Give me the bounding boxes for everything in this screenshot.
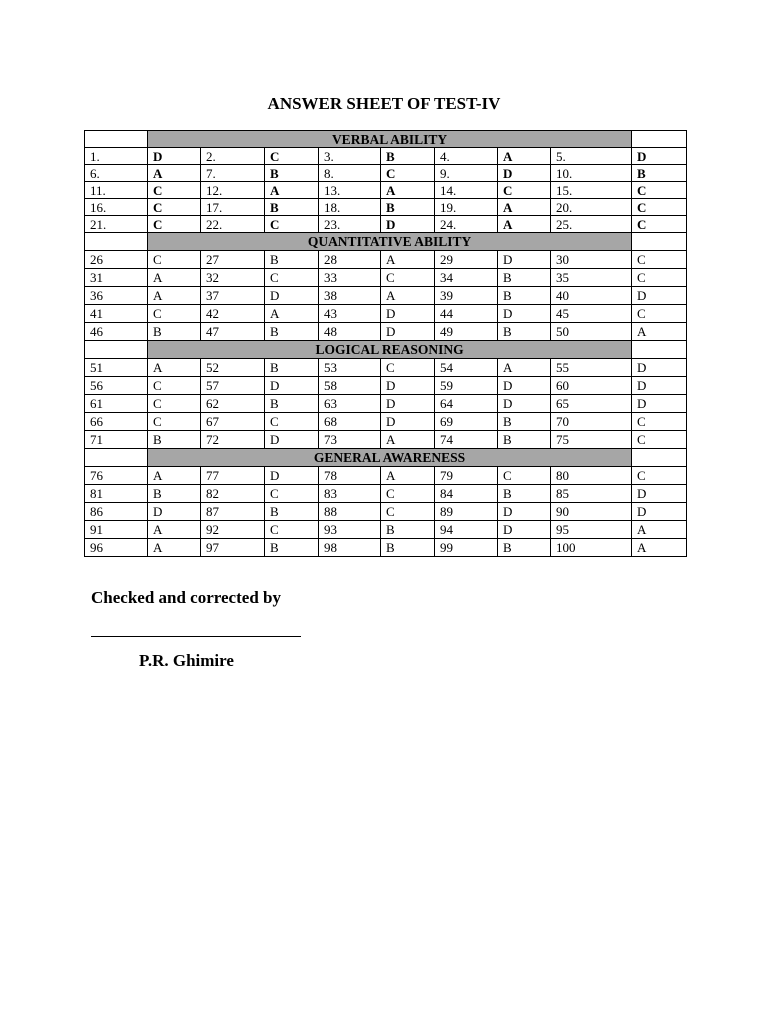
- question-number: 16.: [85, 199, 148, 216]
- table-row: [85, 269, 687, 287]
- section-title: LOGICAL REASONING: [148, 341, 632, 359]
- answer-letter: D: [498, 165, 551, 182]
- question-number: 5.: [551, 148, 632, 165]
- answer-letter: A: [148, 467, 201, 485]
- answer-letter: A: [381, 431, 435, 449]
- answer-letter: C: [265, 521, 319, 539]
- answer-letter: A: [498, 199, 551, 216]
- question-number: 43: [319, 305, 381, 323]
- answer-letter: C: [632, 251, 687, 269]
- question-number: 82: [201, 485, 265, 503]
- answer-letter: C: [381, 485, 435, 503]
- table-row: [85, 199, 687, 216]
- question-number: 79: [435, 467, 498, 485]
- question-number: 13.: [319, 182, 381, 199]
- answer-letter: C: [632, 413, 687, 431]
- question-number: 49: [435, 323, 498, 341]
- question-number: 72: [201, 431, 265, 449]
- question-number: 9.: [435, 165, 498, 182]
- question-number: 61: [85, 395, 148, 413]
- question-number: 68: [319, 413, 381, 431]
- question-number: 73: [319, 431, 381, 449]
- answer-letter: D: [632, 148, 687, 165]
- answer-letter: B: [265, 503, 319, 521]
- question-number: 47: [201, 323, 265, 341]
- question-number: 50: [551, 323, 632, 341]
- answer-letter: C: [381, 503, 435, 521]
- signature-name: P.R. Ghimire: [139, 651, 234, 670]
- answer-letter: C: [265, 148, 319, 165]
- header-blank-cell: [85, 233, 148, 251]
- answer-letter: D: [381, 377, 435, 395]
- question-number: 35: [551, 269, 632, 287]
- question-number: 31: [85, 269, 148, 287]
- answer-letter: C: [148, 395, 201, 413]
- question-number: 40: [551, 287, 632, 305]
- question-number: 2.: [201, 148, 265, 165]
- question-number: 80: [551, 467, 632, 485]
- table-row: [85, 182, 687, 199]
- answer-letter: B: [381, 199, 435, 216]
- question-number: 69: [435, 413, 498, 431]
- question-number: 92: [201, 521, 265, 539]
- section-title: VERBAL ABILITY: [148, 131, 632, 148]
- answer-letter: B: [381, 148, 435, 165]
- answer-letter: A: [632, 521, 687, 539]
- question-number: 67: [201, 413, 265, 431]
- answer-letter: D: [498, 251, 551, 269]
- table-row: [85, 305, 687, 323]
- answer-letter: C: [381, 269, 435, 287]
- question-number: 84: [435, 485, 498, 503]
- question-number: 26: [85, 251, 148, 269]
- answer-letter: C: [632, 431, 687, 449]
- question-number: 57: [201, 377, 265, 395]
- answer-letter: D: [381, 305, 435, 323]
- question-number: 96: [85, 539, 148, 557]
- question-number: 32: [201, 269, 265, 287]
- table-row: [85, 521, 687, 539]
- question-number: 100: [551, 539, 632, 557]
- answer-letter: D: [381, 216, 435, 233]
- question-number: 66: [85, 413, 148, 431]
- question-number: 14.: [435, 182, 498, 199]
- question-number: 63: [319, 395, 381, 413]
- answer-letter: D: [381, 323, 435, 341]
- answer-letter: D: [265, 467, 319, 485]
- answer-letter: D: [632, 485, 687, 503]
- table-row: [85, 216, 687, 233]
- question-number: 7.: [201, 165, 265, 182]
- answer-letter: B: [265, 395, 319, 413]
- answer-letter: B: [148, 431, 201, 449]
- question-number: 78: [319, 467, 381, 485]
- answer-letter: A: [498, 359, 551, 377]
- section-header-row: [85, 449, 687, 467]
- question-number: 76: [85, 467, 148, 485]
- answer-letter: C: [148, 377, 201, 395]
- table-row: [85, 323, 687, 341]
- answer-letter: B: [381, 521, 435, 539]
- answer-letter: D: [632, 395, 687, 413]
- table-row: [85, 539, 687, 557]
- question-number: 52: [201, 359, 265, 377]
- question-number: 83: [319, 485, 381, 503]
- question-number: 60: [551, 377, 632, 395]
- answer-letter: C: [632, 467, 687, 485]
- answer-letter: B: [498, 413, 551, 431]
- answer-letter: C: [632, 182, 687, 199]
- answer-letter: D: [632, 377, 687, 395]
- answer-letter: B: [498, 287, 551, 305]
- answer-letter: D: [498, 503, 551, 521]
- question-number: 18.: [319, 199, 381, 216]
- answer-letter: C: [632, 269, 687, 287]
- answer-letter: B: [265, 359, 319, 377]
- question-number: 34: [435, 269, 498, 287]
- answer-letter: B: [265, 539, 319, 557]
- answer-letter: C: [265, 485, 319, 503]
- answer-letter: A: [381, 287, 435, 305]
- question-number: 64: [435, 395, 498, 413]
- answer-letter: C: [148, 413, 201, 431]
- answer-letter: C: [632, 216, 687, 233]
- question-number: 11.: [85, 182, 148, 199]
- question-number: 89: [435, 503, 498, 521]
- answer-letter: C: [148, 251, 201, 269]
- answer-table: [84, 130, 687, 557]
- answer-letter: D: [498, 305, 551, 323]
- answer-letter: C: [381, 359, 435, 377]
- question-number: 41: [85, 305, 148, 323]
- answer-letter: A: [498, 216, 551, 233]
- answer-letter: B: [265, 199, 319, 216]
- question-number: 90: [551, 503, 632, 521]
- answer-letter: C: [632, 199, 687, 216]
- answer-letter: D: [148, 148, 201, 165]
- answer-letter: D: [265, 377, 319, 395]
- answer-letter: B: [265, 323, 319, 341]
- question-number: 45: [551, 305, 632, 323]
- question-number: 58: [319, 377, 381, 395]
- table-row: [85, 287, 687, 305]
- question-number: 48: [319, 323, 381, 341]
- question-number: 51: [85, 359, 148, 377]
- table-row: [85, 395, 687, 413]
- header-blank-cell: [632, 341, 687, 359]
- question-number: 53: [319, 359, 381, 377]
- answer-letter: C: [148, 305, 201, 323]
- answer-letter: C: [148, 182, 201, 199]
- answer-letter: C: [381, 165, 435, 182]
- answer-letter: C: [265, 216, 319, 233]
- answer-letter: A: [265, 182, 319, 199]
- question-number: 27: [201, 251, 265, 269]
- answer-letter: D: [632, 359, 687, 377]
- question-number: 95: [551, 521, 632, 539]
- table-row: [85, 251, 687, 269]
- section-header-row: [85, 341, 687, 359]
- question-number: 44: [435, 305, 498, 323]
- question-number: 59: [435, 377, 498, 395]
- header-blank-cell: [632, 449, 687, 467]
- question-number: 91: [85, 521, 148, 539]
- section-header-row: [85, 233, 687, 251]
- answer-letter: B: [498, 431, 551, 449]
- answer-letter: A: [381, 467, 435, 485]
- answer-letter: B: [498, 323, 551, 341]
- question-number: 6.: [85, 165, 148, 182]
- question-number: 86: [85, 503, 148, 521]
- header-blank-cell: [632, 131, 687, 148]
- question-number: 22.: [201, 216, 265, 233]
- question-number: 4.: [435, 148, 498, 165]
- question-number: 97: [201, 539, 265, 557]
- question-number: 98: [319, 539, 381, 557]
- checked-by-label: Checked and corrected by: [91, 588, 281, 607]
- answer-letter: B: [498, 485, 551, 503]
- answer-letter: C: [498, 467, 551, 485]
- answer-letter: A: [148, 287, 201, 305]
- question-number: 74: [435, 431, 498, 449]
- answer-letter: D: [632, 503, 687, 521]
- question-number: 85: [551, 485, 632, 503]
- question-number: 19.: [435, 199, 498, 216]
- question-number: 88: [319, 503, 381, 521]
- answer-letter: D: [498, 395, 551, 413]
- answer-letter: A: [632, 323, 687, 341]
- table-row: [85, 359, 687, 377]
- question-number: 25.: [551, 216, 632, 233]
- question-number: 10.: [551, 165, 632, 182]
- section-title: GENERAL AWARENESS: [148, 449, 632, 467]
- answer-letter: D: [381, 413, 435, 431]
- answer-letter: B: [381, 539, 435, 557]
- answer-letter: A: [148, 165, 201, 182]
- question-number: 75: [551, 431, 632, 449]
- question-number: 39: [435, 287, 498, 305]
- table-row: [85, 377, 687, 395]
- question-number: 65: [551, 395, 632, 413]
- question-number: 77: [201, 467, 265, 485]
- answer-letter: C: [265, 413, 319, 431]
- document-title: ANSWER SHEET OF TEST-IV: [267, 94, 501, 113]
- answer-letter: C: [498, 182, 551, 199]
- answer-letter: D: [265, 431, 319, 449]
- section-header-row: [85, 131, 687, 148]
- question-number: 94: [435, 521, 498, 539]
- table-row: [85, 431, 687, 449]
- table-row: [85, 485, 687, 503]
- table-row: [85, 413, 687, 431]
- answer-letter: B: [148, 323, 201, 341]
- answer-letter: B: [148, 485, 201, 503]
- answer-letter: D: [265, 287, 319, 305]
- question-number: 56: [85, 377, 148, 395]
- answer-letter: A: [265, 305, 319, 323]
- question-number: 55: [551, 359, 632, 377]
- signature-line: [91, 636, 301, 637]
- section-title: QUANTITATIVE ABILITY: [148, 233, 632, 251]
- header-blank-cell: [85, 131, 148, 148]
- question-number: 93: [319, 521, 381, 539]
- answer-letter: B: [265, 251, 319, 269]
- question-number: 30: [551, 251, 632, 269]
- table-row: [85, 467, 687, 485]
- question-number: 3.: [319, 148, 381, 165]
- answer-letter: C: [632, 305, 687, 323]
- question-number: 42: [201, 305, 265, 323]
- question-number: 70: [551, 413, 632, 431]
- question-number: 87: [201, 503, 265, 521]
- question-number: 1.: [85, 148, 148, 165]
- answer-letter: D: [148, 503, 201, 521]
- table-row: [85, 503, 687, 521]
- question-number: 54: [435, 359, 498, 377]
- question-number: 62: [201, 395, 265, 413]
- question-number: 24.: [435, 216, 498, 233]
- answer-letter: B: [265, 165, 319, 182]
- answer-letter: A: [148, 269, 201, 287]
- answer-letter: C: [148, 216, 201, 233]
- question-number: 33: [319, 269, 381, 287]
- question-number: 46: [85, 323, 148, 341]
- question-number: 8.: [319, 165, 381, 182]
- header-blank-cell: [85, 449, 148, 467]
- header-blank-cell: [632, 233, 687, 251]
- answer-letter: A: [632, 539, 687, 557]
- question-number: 38: [319, 287, 381, 305]
- table-row: [85, 148, 687, 165]
- question-number: 36: [85, 287, 148, 305]
- answer-letter: C: [148, 199, 201, 216]
- question-number: 20.: [551, 199, 632, 216]
- question-number: 12.: [201, 182, 265, 199]
- answer-letter: D: [632, 287, 687, 305]
- answer-letter: A: [148, 521, 201, 539]
- question-number: 17.: [201, 199, 265, 216]
- answer-letter: A: [498, 148, 551, 165]
- answer-letter: C: [265, 269, 319, 287]
- question-number: 29: [435, 251, 498, 269]
- answer-letter: A: [148, 359, 201, 377]
- question-number: 71: [85, 431, 148, 449]
- question-number: 28: [319, 251, 381, 269]
- answer-letter: D: [498, 521, 551, 539]
- question-number: 23.: [319, 216, 381, 233]
- answer-letter: A: [381, 251, 435, 269]
- answer-letter: A: [148, 539, 201, 557]
- header-blank-cell: [85, 341, 148, 359]
- answer-letter: B: [498, 539, 551, 557]
- answer-letter: B: [632, 165, 687, 182]
- question-number: 21.: [85, 216, 148, 233]
- answer-letter: B: [498, 269, 551, 287]
- answer-letter: D: [498, 377, 551, 395]
- table-row: [85, 165, 687, 182]
- question-number: 15.: [551, 182, 632, 199]
- question-number: 37: [201, 287, 265, 305]
- question-number: 99: [435, 539, 498, 557]
- question-number: 81: [85, 485, 148, 503]
- answer-letter: A: [381, 182, 435, 199]
- answer-letter: D: [381, 395, 435, 413]
